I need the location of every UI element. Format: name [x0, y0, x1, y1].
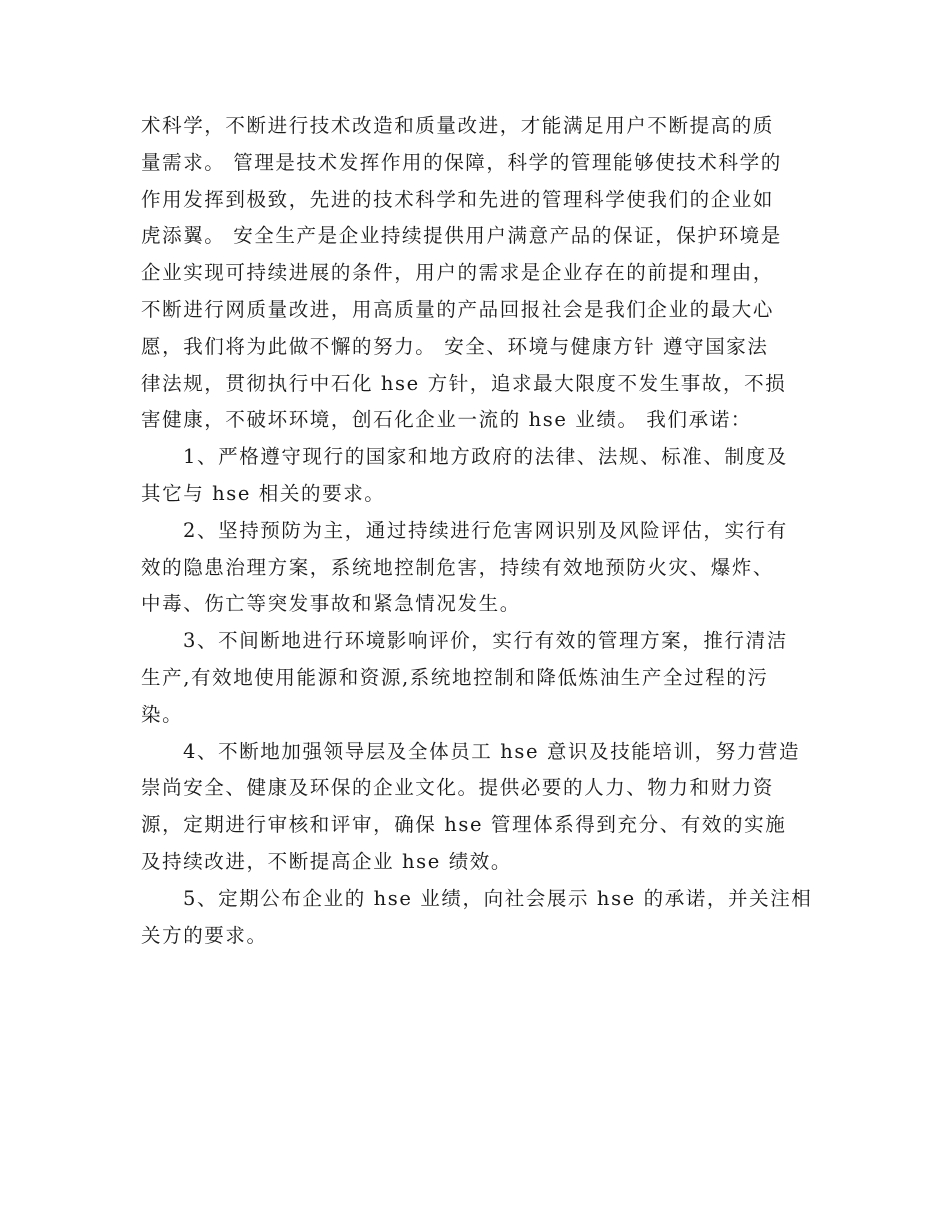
text-line: 量需求。 管理是技术发挥作用的保障，科学的管理能够使技术科学的: [141, 150, 782, 174]
text-line: 关方的要求。: [141, 923, 268, 947]
commitment-item-4: [141, 734, 811, 881]
text-line: 效的隐患治理方案，系统地控制危害，持续有效地预防火灾、爆炸、: [141, 555, 775, 579]
text-line: 不断进行网质量改进，用高质量的产品回报社会是我们企业的最大心: [141, 297, 775, 321]
text-line: 害健康，不破坏环境，创石化企业一流的 hse 业绩。 我们承诺：: [141, 408, 752, 432]
text-line: 4、不断地加强领导层及全体员工 hse 意识及技能培训，努力营造: [183, 739, 801, 763]
commitment-item-1: [141, 439, 811, 513]
text-line: 染。: [141, 702, 184, 726]
text-line: 生产,有效地使用能源和资源,系统地控制和降低炼油生产全过程的污: [141, 665, 769, 689]
document-body: [141, 108, 811, 954]
text-line: 虎添翼。 安全生产是企业持续提供用户满意产品的保证，保护环境是: [141, 224, 782, 248]
text-line: 作用发挥到极致，先进的技术科学和先进的管理科学使我们的企业如: [141, 187, 775, 211]
text-line: 5、定期公布企业的 hse 业绩，向社会展示 hse 的承诺，并关注相: [183, 886, 813, 910]
text-line: 崇尚安全、健康及环保的企业文化。提供必要的人力、物力和财力资: [141, 776, 775, 800]
text-line: 及持续改进，不断提高企业 hse 绩效。: [141, 849, 513, 873]
text-line: 律法规，贯彻执行中石化 hse 方针，追求最大限度不发生事故，不损: [141, 371, 787, 395]
text-line: 其它与 hse 相关的要求。: [141, 481, 386, 505]
text-line: 愿，我们将为此做不懈的努力。 安全、环境与健康方针 遵守国家法: [141, 334, 769, 358]
text-line: 2、坚持预防为主，通过持续进行危害网识别及风险评估，实行有: [183, 518, 788, 542]
text-line: 源，定期进行审核和评审，确保 hse 管理体系得到充分、有效的实施: [141, 813, 787, 837]
text-line: 企业实现可持续进展的条件，用户的需求是企业存在的前提和理由，: [141, 261, 775, 285]
text-line: 3、不间断地进行环境影响评价，实行有效的管理方案，推行清洁: [183, 629, 788, 653]
commitment-item-5: [141, 881, 811, 955]
text-line: 中毒、伤亡等突发事故和紧急情况发生。: [141, 592, 521, 616]
text-line: 1、严格遵守现行的国家和地方政府的法律、法规、标准、制度及: [183, 445, 788, 469]
commitment-item-3: [141, 623, 811, 733]
intro-paragraph: [141, 108, 811, 439]
text-line: 术科学，不断进行技术改造和质量改进，才能满足用户不断提高的质: [141, 114, 775, 137]
commitment-item-2: [141, 513, 811, 623]
